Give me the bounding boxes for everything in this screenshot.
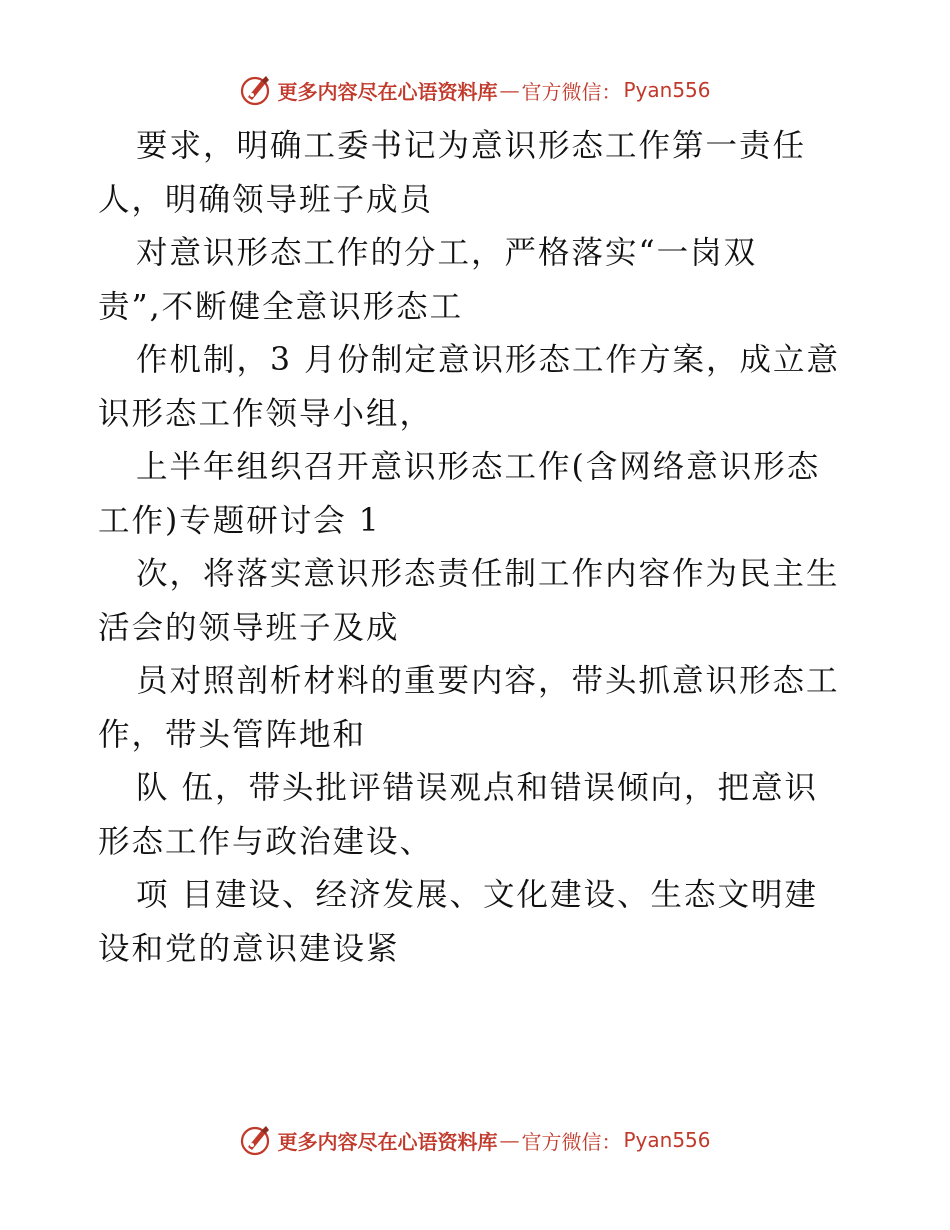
banner-wechat-id: Pyan556: [623, 78, 711, 102]
header-banner: [0, 70, 950, 110]
paragraph-line: 识形态工作领导小组，: [98, 395, 434, 432]
paragraph: [98, 227, 858, 334]
paragraph: [98, 869, 858, 976]
paragraph-line: 次，将落实意识形态责任制工作内容作为民主生: [136, 556, 840, 592]
paragraph-line: 作机制，3 月份制定意识形态工作方案，成立意: [136, 342, 841, 378]
paragraph-line: 员对照剖析材料的重要内容，带头抓意识形态工: [136, 663, 840, 699]
banner-wechat-label: 官方微信：: [521, 1129, 622, 1154]
paragraph-line: 项 目建设、经济发展、文化建设、生态文明建: [136, 877, 819, 913]
paragraph: [98, 334, 858, 441]
banner-main-text: 更多内容尽在心语资料库: [277, 79, 498, 104]
footer-banner: [0, 1120, 950, 1160]
paragraph: [98, 762, 858, 869]
paragraph-line: 人，明确领导班子成员: [98, 181, 434, 218]
pen-circle-logo-icon: [239, 73, 273, 107]
paragraph-line: 对意识形态工作的分工，严格落实“一岗双: [136, 235, 758, 271]
paragraph-line: 作，带头管阵地和: [98, 716, 367, 753]
banner-main-text: 更多内容尽在心语资料库: [277, 1129, 498, 1154]
banner-separator: —: [499, 78, 520, 102]
paragraph-line: 责”,不断健全意识形态工: [98, 288, 464, 325]
paragraph-line: 上半年组织召开意识形态工作(含网络意识形态: [136, 449, 821, 485]
banner-wechat-label: 官方微信：: [521, 79, 622, 104]
paragraph: [98, 120, 858, 227]
paragraph-line: 设和党的意识建设紧: [98, 930, 400, 967]
pen-circle-logo-icon: [239, 1123, 273, 1157]
paragraph-line: 要求，明确工委书记为意识形态工作第一责任: [136, 128, 807, 164]
paragraph-line: 队 伍，带头批评错误观点和错误倾向，把意识: [136, 770, 819, 806]
paragraph-line: 活会的领导班子及成: [98, 609, 400, 646]
paragraph: [98, 655, 858, 762]
paragraph-line: 工作)专题研讨会 1: [98, 502, 381, 539]
banner-separator: —: [499, 1128, 520, 1152]
body-text: [98, 120, 858, 976]
banner-wechat-id: Pyan556: [623, 1128, 711, 1152]
paragraph-line: 形态工作与政治建设、: [98, 823, 434, 860]
paragraph: [98, 441, 858, 548]
paragraph: [98, 548, 858, 655]
